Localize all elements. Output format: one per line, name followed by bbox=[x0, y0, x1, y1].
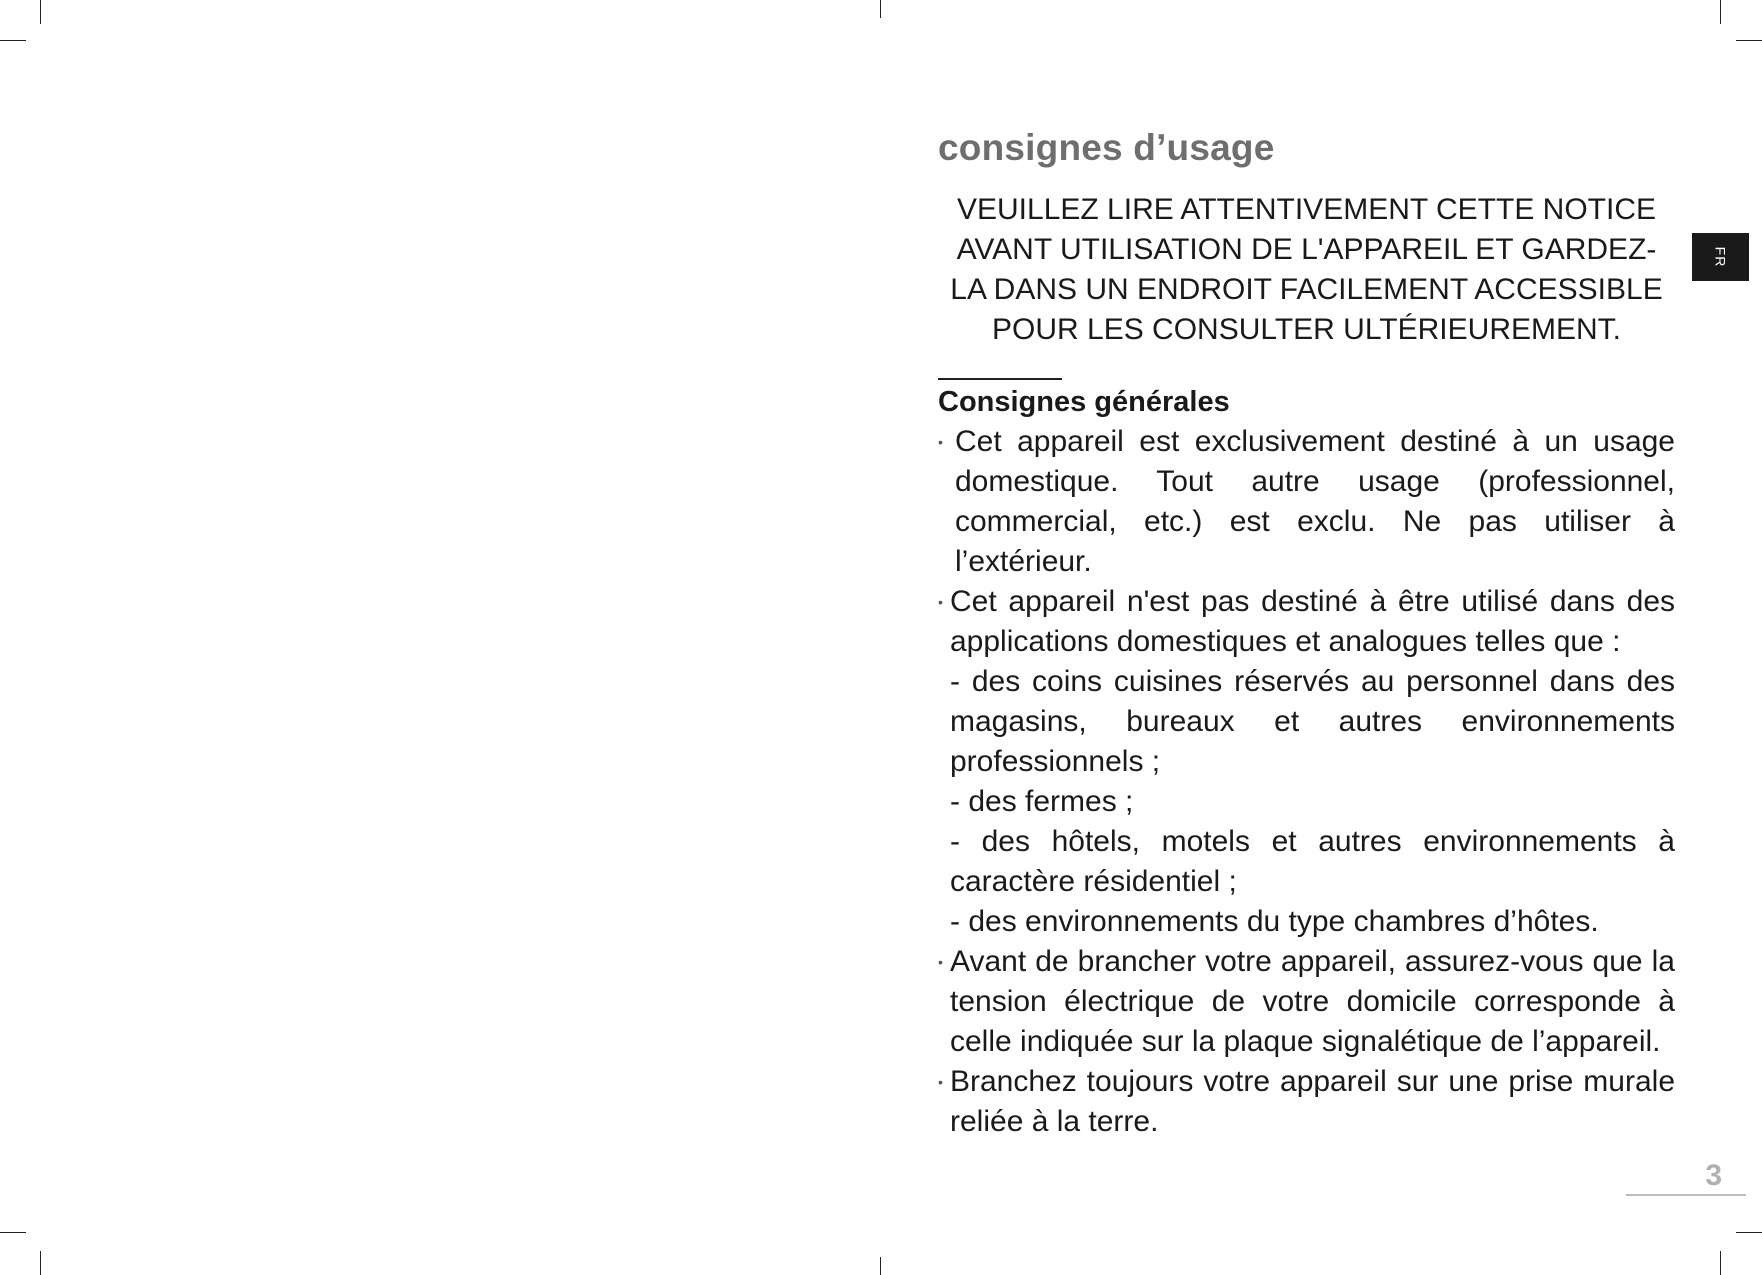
bullet-marker: • bbox=[938, 954, 943, 970]
notice-line: POUR LES CONSULTER ULTÉRIEUREMENT. bbox=[992, 313, 1621, 346]
sub-item-text: - des coins cuisines réservés au personnel dans des magasins, bureaux et autres environnements professionnels ; bbox=[950, 665, 1675, 778]
list-item bbox=[938, 422, 1675, 582]
sub-item-text: - des fermes ; bbox=[950, 785, 1134, 818]
crop-mark bbox=[880, 0, 881, 18]
sub-item-text: - des hôtels, motels et autres environnements à caractère résidentiel ; bbox=[950, 825, 1675, 898]
language-tab bbox=[1692, 233, 1749, 281]
list-item bbox=[938, 942, 1675, 1062]
crop-mark bbox=[1720, 0, 1721, 24]
section-divider bbox=[938, 378, 1062, 380]
crop-mark bbox=[1720, 1251, 1721, 1275]
notice-line: LA DANS UN ENDROIT FACILEMENT ACCESSIBLE bbox=[950, 273, 1663, 306]
bullet-text: Avant de brancher votre appareil, assurez-vous que la tension électrique de votre domicile corresponde à celle indiquée sur la plaque signalétique de l’appareil. bbox=[950, 945, 1675, 1058]
warning-notice bbox=[938, 190, 1675, 350]
section-title: consignes d’usage bbox=[938, 127, 1275, 168]
crop-mark bbox=[0, 40, 26, 41]
crop-mark bbox=[1736, 40, 1762, 41]
page-number: 3 bbox=[1626, 1158, 1746, 1196]
page-content bbox=[938, 120, 1675, 1142]
notice-line: AVANT UTILISATION DE L'APPAREIL ET GARDEZ- bbox=[956, 233, 1657, 266]
sub-item-text: - des environnements du type chambres d’hôtes. bbox=[950, 905, 1599, 938]
crop-mark bbox=[40, 0, 41, 24]
list-item bbox=[938, 1062, 1675, 1142]
bullet-text: Cet appareil est exclusivement destiné à un usage domestique. Tout autre usage (professionnel, commercial, etc.) est exclu. Ne pas utiliser à l’extérieur. bbox=[955, 425, 1675, 578]
bullet-text: Cet appareil n'est pas destiné à être utilisé dans des applications domestiques et analogues telles que : bbox=[950, 585, 1675, 658]
notice-line: VEUILLEZ LIRE ATTENTIVEMENT CETTE NOTICE bbox=[956, 193, 1656, 226]
bullet-text: Branchez toujours votre appareil sur une prise murale reliée à la terre. bbox=[950, 1065, 1675, 1138]
list-item bbox=[938, 582, 1675, 942]
bullet-list bbox=[938, 422, 1675, 1142]
crop-mark bbox=[1736, 1232, 1762, 1233]
bullet-marker: • bbox=[938, 434, 943, 450]
crop-mark bbox=[880, 1257, 881, 1275]
language-tab-label: FR bbox=[1712, 246, 1729, 268]
bullet-marker: • bbox=[938, 594, 943, 610]
subheading: Consignes générales bbox=[938, 386, 1230, 418]
bullet-marker: • bbox=[938, 1074, 943, 1090]
crop-mark bbox=[40, 1251, 41, 1275]
crop-mark bbox=[0, 1232, 26, 1233]
